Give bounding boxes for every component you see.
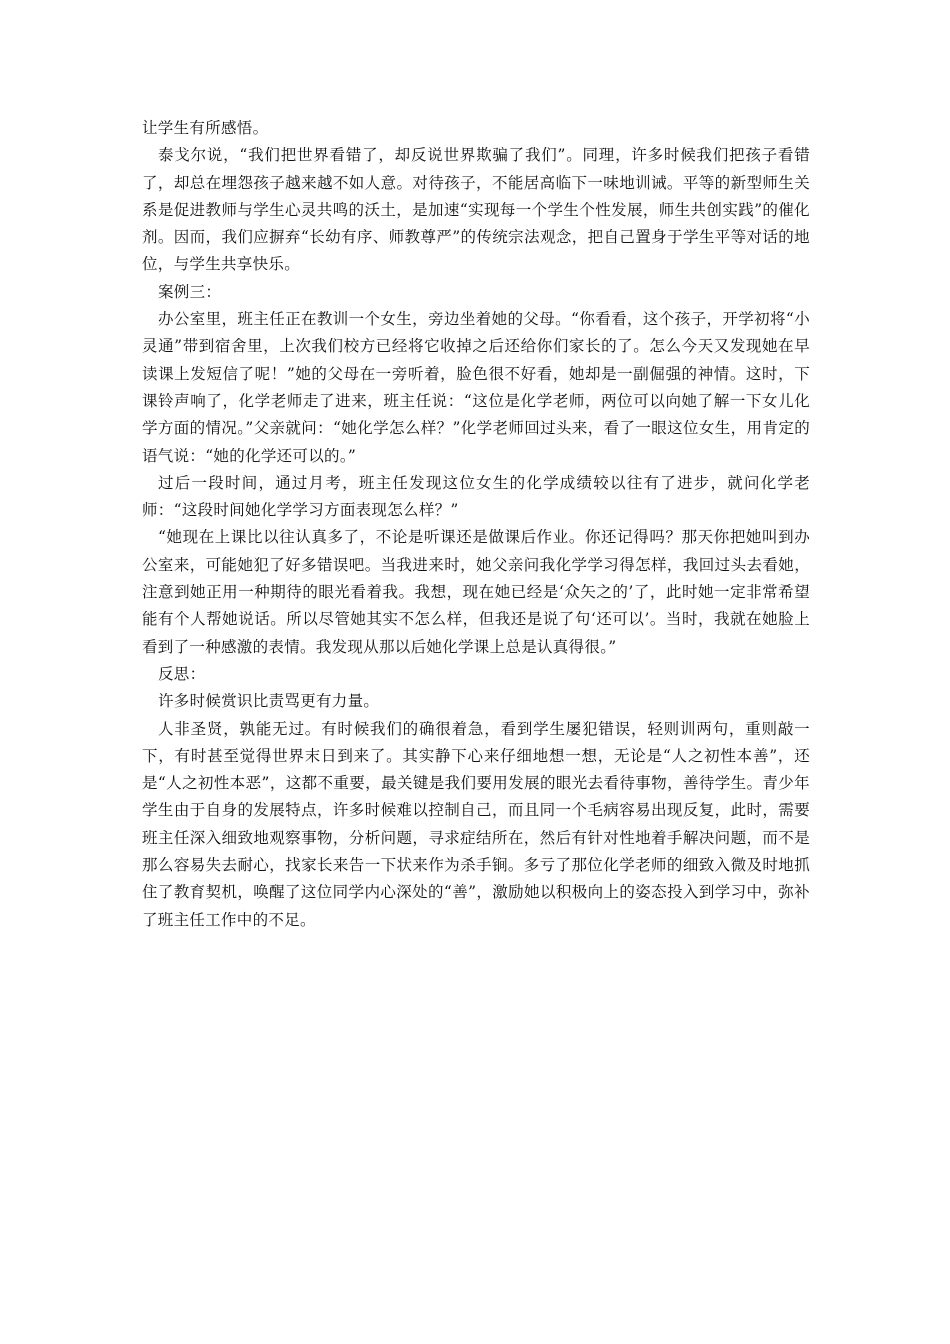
reflection-heading: 反思： bbox=[158, 664, 206, 683]
paragraph-reflection-body: 人非圣贤，孰能无过。有时候我们的确很着急，看到学生屡犯错误，轻则训两句，重则敲一下，有时甚至觉得世界末日到来了。其实静下心来仔细地想一想，无论是“人之初性本善”，还是“人之初性本恶”，这都不重要，最关键是我们要用发展的眼光去看待事物，善待学生。青少年学生由于自身的发展特点，许多时候难以控制自己，而且同一个毛病容易出现反复，此时，需要班主任深入细致地观察事物，分析问题，寻求症结所在，然后有针对性地着手解决问题，而不是那么容易失去耐心，找家长来告一下状来作为杀手锏。多亏了那位化学老师的细致入微及时地抓住了教育契机，唤醒了这位同学内心深处的“善”，激励她以积极向上的姿态投入到学习中，弥补了班主任工作中的不足。 bbox=[142, 719, 810, 929]
paragraph-appreciation: 许多时候赏识比责骂更有力量。 bbox=[158, 692, 380, 711]
document-body bbox=[142, 115, 810, 934]
paragraph-continuation: 让学生有所感悟。 bbox=[142, 119, 269, 137]
paragraph-monthly-exam: 过后一段时间，通过月考，班主任发现这位女生的化学成绩较以往有了进步，就问化学老师：“这段时间她化学学习方面表现怎么样？” bbox=[142, 473, 810, 520]
paragraph-chemistry-teacher-reply: “她现在上课比以往认真多了，不论是听课还是做课后作业。你还记得吗？那天你把她叫到办公室来，可能她犯了好多错误吧。当我进来时，她父亲问我化学学习得怎样，我回过头去看她，注意到她正用一种期待的眼光看着我。我想，现在她已经是‘众矢之的’了，此时她一定非常希望能有个人帮她说话。所以尽管她其实不怎么样，但我还是说了句‘还可以’。当时，我就在她脸上看到了一种感激的表情。我发现从那以后她化学课上总是认真得很。” bbox=[142, 528, 810, 656]
paragraph-office-scene: 办公室里，班主任正在教训一个女生，旁边坐着她的父母。“你看看，这个孩子，开学初将“小灵通”带到宿舍里，上次我们校方已经将它收掉之后还给你们家长的了。怎么今天又发现她在早读课上发短信了呢！”她的父母在一旁听着，脸色很不好看，她却是一副倔强的神情。这时，下课铃声响了，化学老师走了进来，班主任说：“这位是化学老师，两位可以向她了解一下女儿化学方面的情况。”父亲就问：“她化学怎么样？”化学老师回过头来，看了一眼这位女生，用肯定的语气说：“她的化学还可以的。” bbox=[142, 310, 810, 465]
paragraph-tagore-quote: 泰戈尔说，“我们把世界看错了，却反说世界欺骗了我们”。同理，许多时候我们把孩子看错了，却总在埋怨孩子越来越不如人意。对待孩子，不能居高临下一味地训诫。平等的新型师生关系是促进教师与学生心灵共鸣的沃土，是加速“实现每一个学生个性发展，师生共创实践”的催化剂。因而，我们应摒弃“长幼有序、师教尊严”的传统宗法观念，把自己置身于学生平等对话的地位，与学生共享快乐。 bbox=[142, 146, 810, 274]
case-three-heading: 案例三： bbox=[158, 282, 222, 301]
